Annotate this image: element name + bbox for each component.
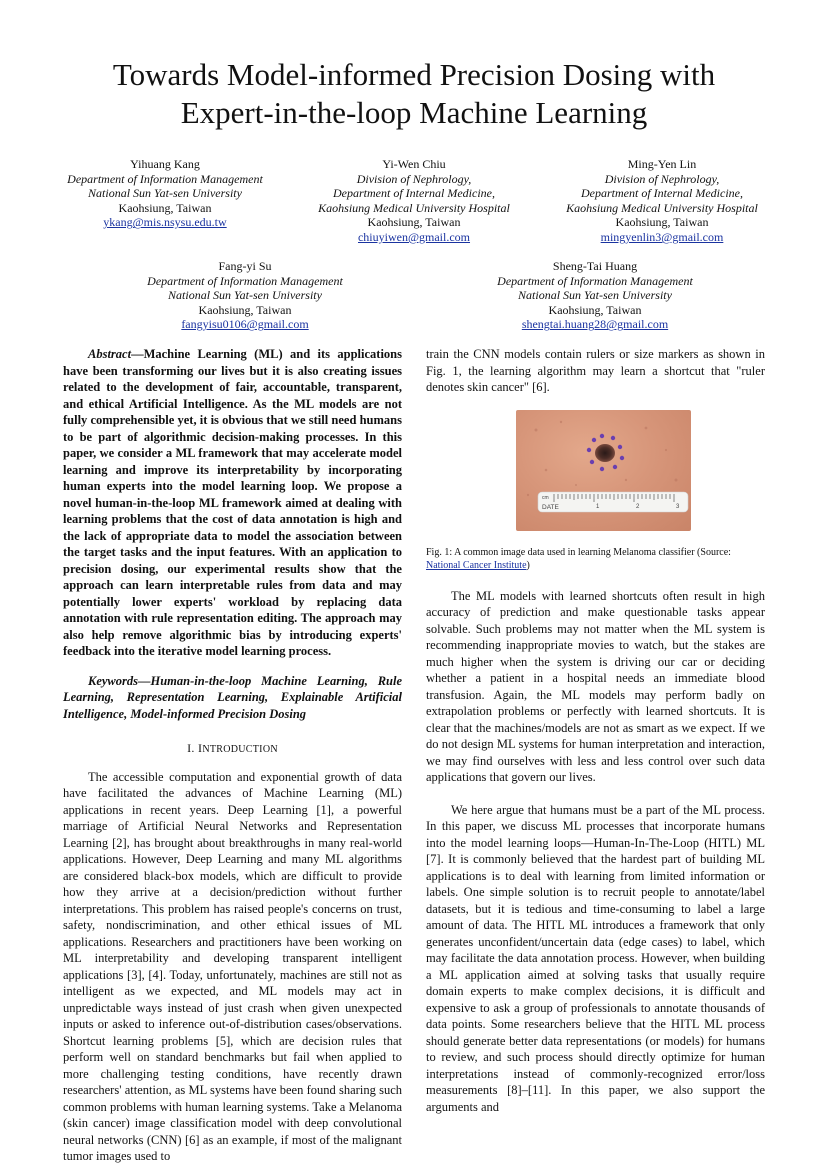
author-affiliation: National Sun Yat-sen University bbox=[168, 288, 322, 303]
author-city: Kaohsiung, Taiwan bbox=[548, 302, 642, 317]
author-name: Yi-Wen Chiu bbox=[382, 157, 446, 171]
figure-caption bbox=[426, 546, 765, 572]
section-first-letter: I bbox=[198, 741, 203, 755]
author-affiliation: Department of Internal Medicine, bbox=[581, 186, 743, 201]
author-name: Yihuang Kang bbox=[130, 157, 200, 171]
title-line-2: Expert-in-the-loop Machine Learning bbox=[180, 95, 648, 130]
author-block bbox=[120, 259, 370, 332]
author-city: Kaohsiung, Taiwan bbox=[367, 215, 461, 230]
abstract-lead: Abstract bbox=[88, 347, 132, 361]
author-affiliation: National Sun Yat-sen University bbox=[88, 186, 242, 201]
body-paragraph: We here argue that humans must be a part of the ML process. In this paper, we discuss ML processes that incorporate humans into the model learning loops—Human-In-The-Loop (HITL) ML [7]. It is commonly believed that the hardest part of building ML applications is to deal with learning from limited information or labels. One simple solution is to recruit people to annotate/label datasets, but it is tedious and time-consuming to label a large amount of data. The HITL ML introduces a framework that only generates unconfident/uncertain data (edge cases) to label, which may facilitate the data annotation process. However, when building a ML application aimed at solving tasks that usually require domain experts to make complex decisions, it is difficult and expensive to ask a group of professionals to annotate thousands of data points. Some researchers believe that the HITL ML process should generate better data representations (or models) for humans to review, and such process should directly optimize for human interpretations instead of commonly-recognized error/loss measurements [8]–[11]. In this paper, we also support the arguments and bbox=[426, 802, 765, 1114]
intro-continuation: train the CNN models contain rulers or size markers as shown in Fig. 1, the learning algorithm may learn a shortcut that "ruler denotes skin cancer" [6]. bbox=[426, 347, 765, 394]
ruler-tick-label: 2 bbox=[636, 503, 640, 510]
author-affiliation: Kaohsiung Medical University Hospital bbox=[566, 200, 758, 215]
ruler-date-label: DATE bbox=[542, 503, 559, 511]
author-affiliation: Department of Information Management bbox=[497, 273, 693, 288]
author-name: Fang-yi Su bbox=[218, 259, 272, 273]
author-name: Sheng-Tai Huang bbox=[552, 259, 638, 273]
author-name: Ming-Yen Lin bbox=[627, 157, 697, 171]
ruler-tick-label: 3 bbox=[676, 503, 680, 510]
author-affiliation: Department of Information Management bbox=[67, 171, 263, 186]
author-city: Kaohsiung, Taiwan bbox=[615, 215, 709, 230]
author-affiliation: Department of Internal Medicine, bbox=[333, 186, 495, 201]
melanoma-figure bbox=[516, 410, 691, 531]
author-city: Kaohsiung, Taiwan bbox=[198, 302, 292, 317]
caption-source-link[interactable]: National Cancer Institute bbox=[426, 559, 527, 571]
author-affiliation: Department of Information Management bbox=[147, 273, 343, 288]
author-affiliation: Division of Nephrology, bbox=[356, 171, 472, 186]
keywords: Keywords—Human-in-the-loop Machine Learning, Rule Learning, Representation Learning, Explainable Artificial Intelligence, Model-informed Precision Dosing bbox=[63, 673, 402, 721]
author-email-link[interactable]: shengtai.huang28@gmail.com bbox=[521, 317, 669, 332]
author-email-link[interactable]: ykang@mis.nsysu.edu.tw bbox=[103, 215, 227, 230]
ruler-tick-label: 1 bbox=[596, 503, 600, 510]
caption-text: Fig. 1: A common image data used in learning Melanoma classifier (Source: bbox=[426, 546, 731, 558]
abstract-text: —Machine Learning (ML) and its applications have been transforming our lives but it is also creating issues related to the development of fair, accountable, transparent, and ethical Artificial Intelligence. As the ML models are not fully comprehensible yet, it is obvious that we still need humans to be part of algorithmic decision-making processes. In this paper, we consider a ML framework that may accelerate model learning and improve its interpretability by incorporating human experts into the model learning loop. We propose a novel human-in-the-loop ML framework aimed at dealing with learning problems that the cost of data annotation is high and the lack of appropriate data to model the association between the target tasks and the input features. With an application to precision dosing, our experimental results show that the approach can learn interpretable rules from data and may potentially lower experts' workload by replacing data annotation with rule representation editing. The approach may also help remove algorithmic bias by introducing experts' feedback into the iterative model learning process. bbox=[63, 347, 402, 658]
caption-close: ) bbox=[526, 559, 530, 571]
section-heading bbox=[63, 740, 402, 759]
intro-paragraph: The accessible computation and exponential growth of data have facilitated the advances of Machine Learning (ML) applications in recent years. Deep Learning [1], a powerful marriage of Artificial Neural Networks and Representation Learning [2], has brought about breakthroughs in many real-world applications. However, Deep Learning and many ML algorithms are considered black-box models, which are difficult to provide how they arrive at a decision/prediction without further interpretations. This problem has raised people's concerns on trust, safety, nondiscrimination, and other ethical issues of ML applications. Researchers and practitioners have been working on ML interpretability and developing transparent intelligent applications [3], [4]. Today, unfortunately, machines are still not as intelligent as we expected, and ML models may act in unpredictable ways instead of just crash when given unexpected inputs or asked to inference out-of-distribution cases/observations. Shortcut learning problems [5], which are decision rules that perform well on standard benchmarks but fail when applied to more challenging testing conditions, have recently drawn researchers' attention, as ML systems have been found sharing such common problems with human learning systems. Take a Melanoma (skin cancer) image classification model with deep convolutional neural networks (CNN) [6] as an example, if most of the malignant tumor images used to bbox=[63, 769, 402, 1163]
left-column bbox=[63, 346, 402, 1165]
body-paragraph: The ML models with learned shortcuts often result in high accuracy of prediction and make questionable tasks appear solvable. Such problems may not matter when the ML system is recommending inappropriate movies to watch, but the stakes are much higher when the system is driving our car or deciding whether a patient in a hospital needs an immediate blood transfusion. Again, the ML models may perform badly on extrapolation problems or perfectly with learned shortcuts. It is clear that the machines/models are not as smart as we expect. If we do not design ML systems for human interpretation and interaction, we may find ourselves with less and less control over such data applications that govern our lives. bbox=[426, 588, 765, 784]
author-email-link[interactable]: chiuyiwen@gmail.com bbox=[357, 229, 471, 244]
author-affiliation: Kaohsiung Medical University Hospital bbox=[318, 200, 510, 215]
ruler-unit-label: cm bbox=[542, 494, 549, 501]
section-numeral: I. bbox=[187, 741, 195, 755]
author-email-link[interactable]: fangyisu0106@gmail.com bbox=[181, 317, 309, 332]
author-affiliation: Division of Nephrology, bbox=[604, 171, 720, 186]
title-line-1: Towards Model-informed Precision Dosing with bbox=[112, 57, 716, 92]
melanoma-image bbox=[516, 410, 691, 531]
author-city: Kaohsiung, Taiwan bbox=[118, 200, 212, 215]
author-block bbox=[470, 259, 720, 332]
paper-title bbox=[60, 56, 768, 132]
author-block bbox=[308, 157, 520, 245]
right-column bbox=[426, 346, 765, 1115]
author-block bbox=[60, 157, 270, 230]
author-block bbox=[544, 157, 780, 245]
author-affiliation: National Sun Yat-sen University bbox=[518, 288, 672, 303]
section-rest: NTRODUCTION bbox=[202, 744, 278, 755]
abstract bbox=[63, 346, 402, 660]
author-email-link[interactable]: mingyenlin3@gmail.com bbox=[600, 229, 724, 244]
